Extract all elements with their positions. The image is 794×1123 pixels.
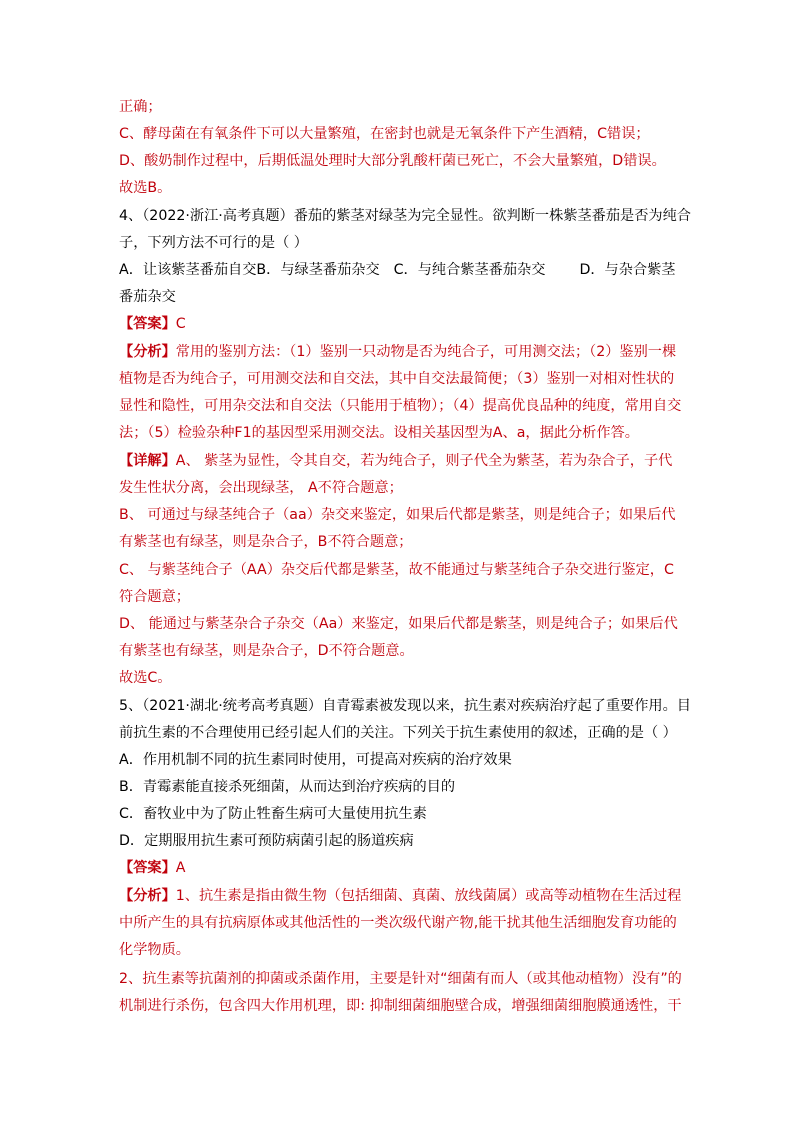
- q4-option-b: B．与绿茎番茄杂交: [256, 262, 380, 278]
- q4-detail-b-line1: B、 可通过与绿茎纯合子（aa）杂交来鉴定，如果后代都是紫茎，则是纯合子；如果后代: [119, 507, 676, 523]
- q3-detail-d: D、酸奶制作过程中，后期低温处理时大部分乳酸杆菌已死亡，不会大量繁殖，D错误。: [119, 153, 666, 169]
- q4-detail-d-line1: D、 能通过与紫茎杂合子杂交（Aa）来鉴定，如果后代都是紫茎，则是纯合子；如果后代: [119, 616, 678, 632]
- q5-stem-line2: 前抗生素的不合理使用已经引起人们的关注。下列关于抗生素使用的叙述，正确的是（ ）: [119, 725, 677, 741]
- analysis-text: 常用的鉴别方法：（1）鉴别一只动物是否为纯合子，可用测交法；（2）鉴别一棵: [175, 344, 677, 360]
- q5-stem-line1: 5、（2021·湖北·统考高考真题）自青霉素被发现以来，抗生素对疾病治疗起了重要作用。目: [119, 698, 691, 714]
- answer-tag: 【答案】: [119, 860, 176, 876]
- q5-analysis-line1: [119, 886, 682, 906]
- answer-value: C: [175, 316, 186, 332]
- q4-choice: 故选C。: [119, 670, 172, 686]
- q3-detail-c: C、酵母菌在有氧条件下可以大量繁殖，在密封也就是无氧条件下产生酒精，C错误；: [119, 126, 650, 142]
- analysis-tag: 【分析】: [119, 888, 176, 904]
- q5-analysis-line2: 中所产生的具有抗病原体或其他活性的一类次级代谢产物,能干扰其他生活细胞发育功能的: [119, 915, 677, 931]
- q5-answer: [119, 858, 679, 878]
- detail-tag: 【详解】: [119, 453, 176, 469]
- q4-analysis-line1: [119, 342, 679, 362]
- q4-analysis-line2: 植物是否为纯合子，可用测交法和自交法，其中自交法最简便；（3）鉴别一对相对性状的: [119, 371, 675, 387]
- q4-detail-c-line2: 符合题意；: [119, 589, 190, 605]
- q4-stem-line1: 4、（2022·浙江·高考真题）番茄的紫茎对绿茎为完全显性。欲判断一株紫茎番茄是否为纯合: [119, 208, 691, 224]
- q4-option-d: D．与杂合紫茎: [579, 262, 676, 278]
- analysis-tag: 【分析】: [119, 344, 176, 360]
- analysis-text: 1、抗生素是指由微生物（包括细菌、真菌、放线菌属）或高等动植物在生活过程: [175, 888, 682, 904]
- q4-detail-c-line1: C、 与紫茎纯合子（AA）杂交后代都是紫茎，故不能通过与紫茎纯合子杂交进行鉴定，C: [119, 562, 674, 578]
- q4-option-c: C．与纯合紫茎番茄杂交: [393, 262, 546, 278]
- q4-detail-a-line2: 发生性状分离，会出现绿茎， A不符合题意；: [119, 480, 403, 496]
- q5-analysis-line3: 化学物质。: [119, 942, 190, 958]
- q4-answer: [119, 314, 679, 334]
- q5-option-d: D．定期服用抗生素可预防病菌引起的肠道疾病: [119, 833, 414, 849]
- q4-detail-b-line2: 有紫茎也有绿茎，则是杂合子，B不符合题意；: [119, 534, 413, 550]
- q4-option-a: A．让该紫茎番茄自交: [119, 262, 257, 278]
- q3-choice: 故选B。: [119, 180, 172, 196]
- q4-analysis-line4: 法；（5）检验杂种F1的基因型采用测交法。设相关基因型为A、a，据此分析作答。: [119, 425, 639, 441]
- q4-detail-d-line2: 有紫茎也有绿茎，则是杂合子，D不符合题意。: [119, 643, 414, 659]
- q5-option-c: C．畜牧业中为了防止牲畜生病可大量使用抗生素: [119, 806, 427, 822]
- q3-tail: 正确；: [119, 99, 162, 115]
- q5-option-b: B．青霉素能直接杀死细菌，从而达到治疗疾病的目的: [119, 779, 456, 795]
- q4-stem-line2: 子，下列方法不可行的是（ ）: [119, 235, 308, 251]
- answer-value: A: [175, 860, 186, 876]
- detail-text: A、 紫茎为显性，令其自交，若为纯合子，则子代全为紫茎，若为杂合子，子代: [175, 453, 673, 469]
- q5-analysis-line5: 机制进行杀伤，包含四大作用机理，即: 抑制细菌细胞壁合成，增强细菌细胞膜通透性，干: [119, 998, 682, 1014]
- q4-options: [119, 260, 679, 280]
- q5-option-a: A．作用机制不同的抗生素同时使用，可提高对疾病的治疗效果: [119, 752, 512, 768]
- q5-analysis-line4: 2、抗生素等抗菌剂的抑菌或杀菌作用，主要是针对“细菌有而人（或其他动植物）没有”的: [119, 971, 682, 987]
- q4-detail-a-line1: [119, 451, 679, 471]
- q4-option-d-cont: 番茄杂交: [119, 289, 176, 305]
- answer-tag: 【答案】: [119, 316, 176, 332]
- q4-analysis-line3: 显性和隐性，可用杂交法和自交法（只能用于植物）；（4）提高优良品种的纯度，常用自交: [119, 398, 682, 414]
